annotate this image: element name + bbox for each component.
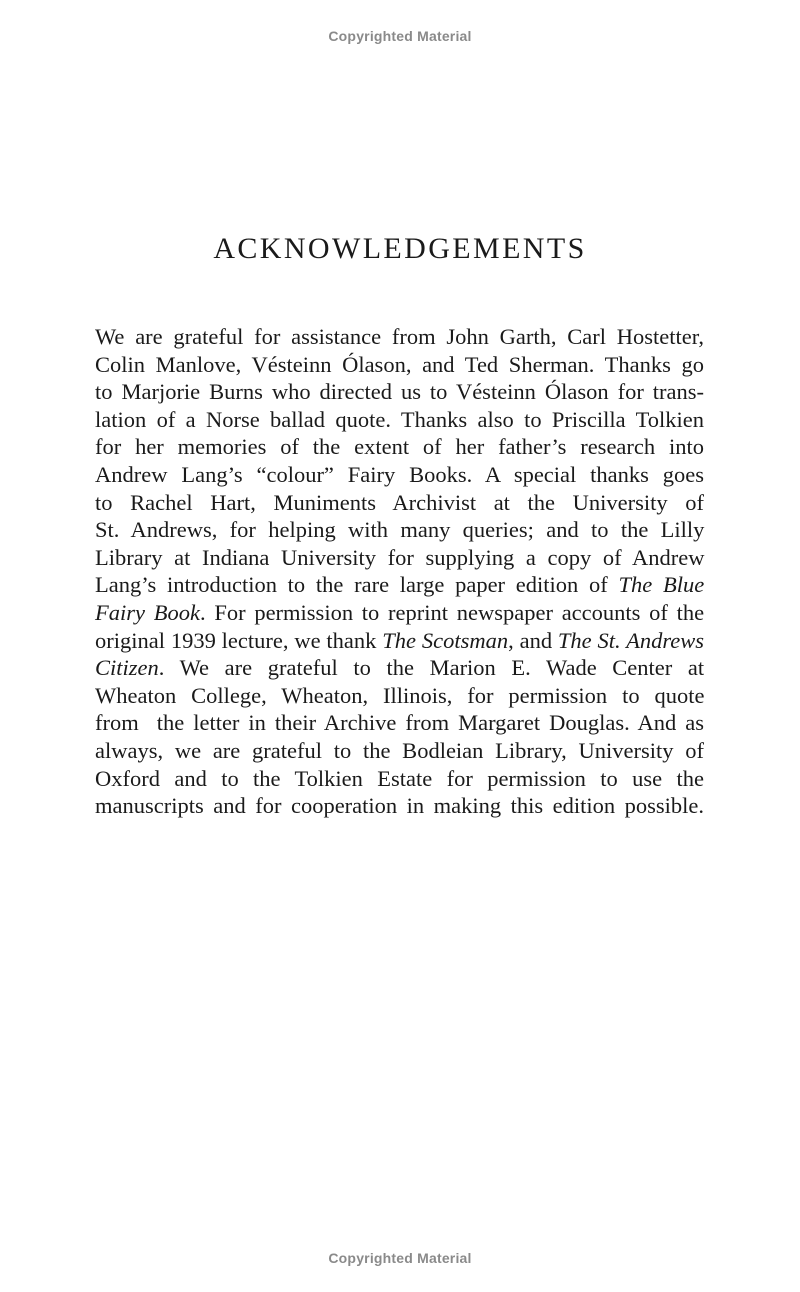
text-run: original 1939 lecture, we thank: [95, 627, 383, 653]
text-line: [95, 627, 704, 655]
page-title: ACKNOWLEDGEMENTS: [213, 232, 587, 265]
text-run: Colin Manlove, Vésteinn Ólason, and Ted Sherman. Thanks go: [95, 351, 704, 377]
text-run: St. Andrews, for helping with many queries; and to the Lilly: [95, 517, 705, 543]
text-line: [95, 406, 704, 434]
text-run: always, we are grateful to the Bodleian Library, University of: [95, 737, 704, 763]
text-line: [95, 516, 704, 544]
text-run: Library at Indiana University for supplying a copy of Andrew: [95, 544, 705, 570]
text-line: [95, 737, 704, 765]
text-line: [95, 323, 704, 351]
text-run: Andrew Lang’s “colour” Fairy Books. A special thanks goes: [95, 461, 705, 487]
text-line: [95, 571, 704, 599]
text-line: [95, 792, 704, 820]
text-line: [95, 709, 704, 737]
text-line: [95, 351, 704, 379]
text-run: manuscripts and for cooperation in making this edition possible.: [95, 793, 705, 819]
italic-title: The Scotsman: [382, 627, 509, 653]
text-run: . For permission to reprint newspaper accounts of the: [199, 599, 705, 625]
text-run: Lang’s introduction to the rare large paper edition of: [95, 572, 619, 598]
text-run: , and: [508, 627, 558, 653]
italic-title: The St. Andrews: [557, 627, 704, 653]
text-line: [95, 378, 704, 406]
acknowledgements-paragraph: [95, 323, 704, 820]
text-line: [95, 461, 704, 489]
text-run: for her memories of the extent of her father’s research into: [95, 434, 704, 460]
text-run: lation of a Norse ballad quote. Thanks also to Priscilla Tolkien: [95, 406, 704, 432]
text-line: [95, 544, 704, 572]
italic-title: Citizen: [95, 655, 159, 681]
text-run: Oxford and to the Tolkien Estate for permission to use the: [95, 765, 704, 791]
text-line: [95, 433, 704, 461]
text-run: from the letter in their Archive from Margaret Douglas. And as: [95, 710, 704, 736]
italic-title: The Blue: [618, 572, 705, 598]
copyright-watermark-top: Copyrighted Material: [328, 28, 472, 44]
text-line: [95, 682, 704, 710]
text-run: to Marjorie Burns who directed us to Vésteinn Ólason for trans-: [95, 379, 704, 405]
text-line: [95, 489, 704, 517]
text-line: [95, 599, 704, 627]
text-run: We are grateful for assistance from John Garth, Carl Hostetter,: [95, 324, 704, 349]
text-run: Wheaton College, Wheaton, Illinois, for permission to quote: [95, 682, 705, 708]
text-line: [95, 765, 704, 793]
text-run: . We are grateful to the Marion E. Wade Center at: [158, 655, 705, 681]
text-run: to Rachel Hart, Muniments Archivist at the University of: [95, 489, 705, 515]
copyright-watermark-bottom: Copyrighted Material: [328, 1250, 472, 1266]
italic-title: Fairy Book: [95, 599, 200, 625]
text-line: [95, 654, 704, 682]
